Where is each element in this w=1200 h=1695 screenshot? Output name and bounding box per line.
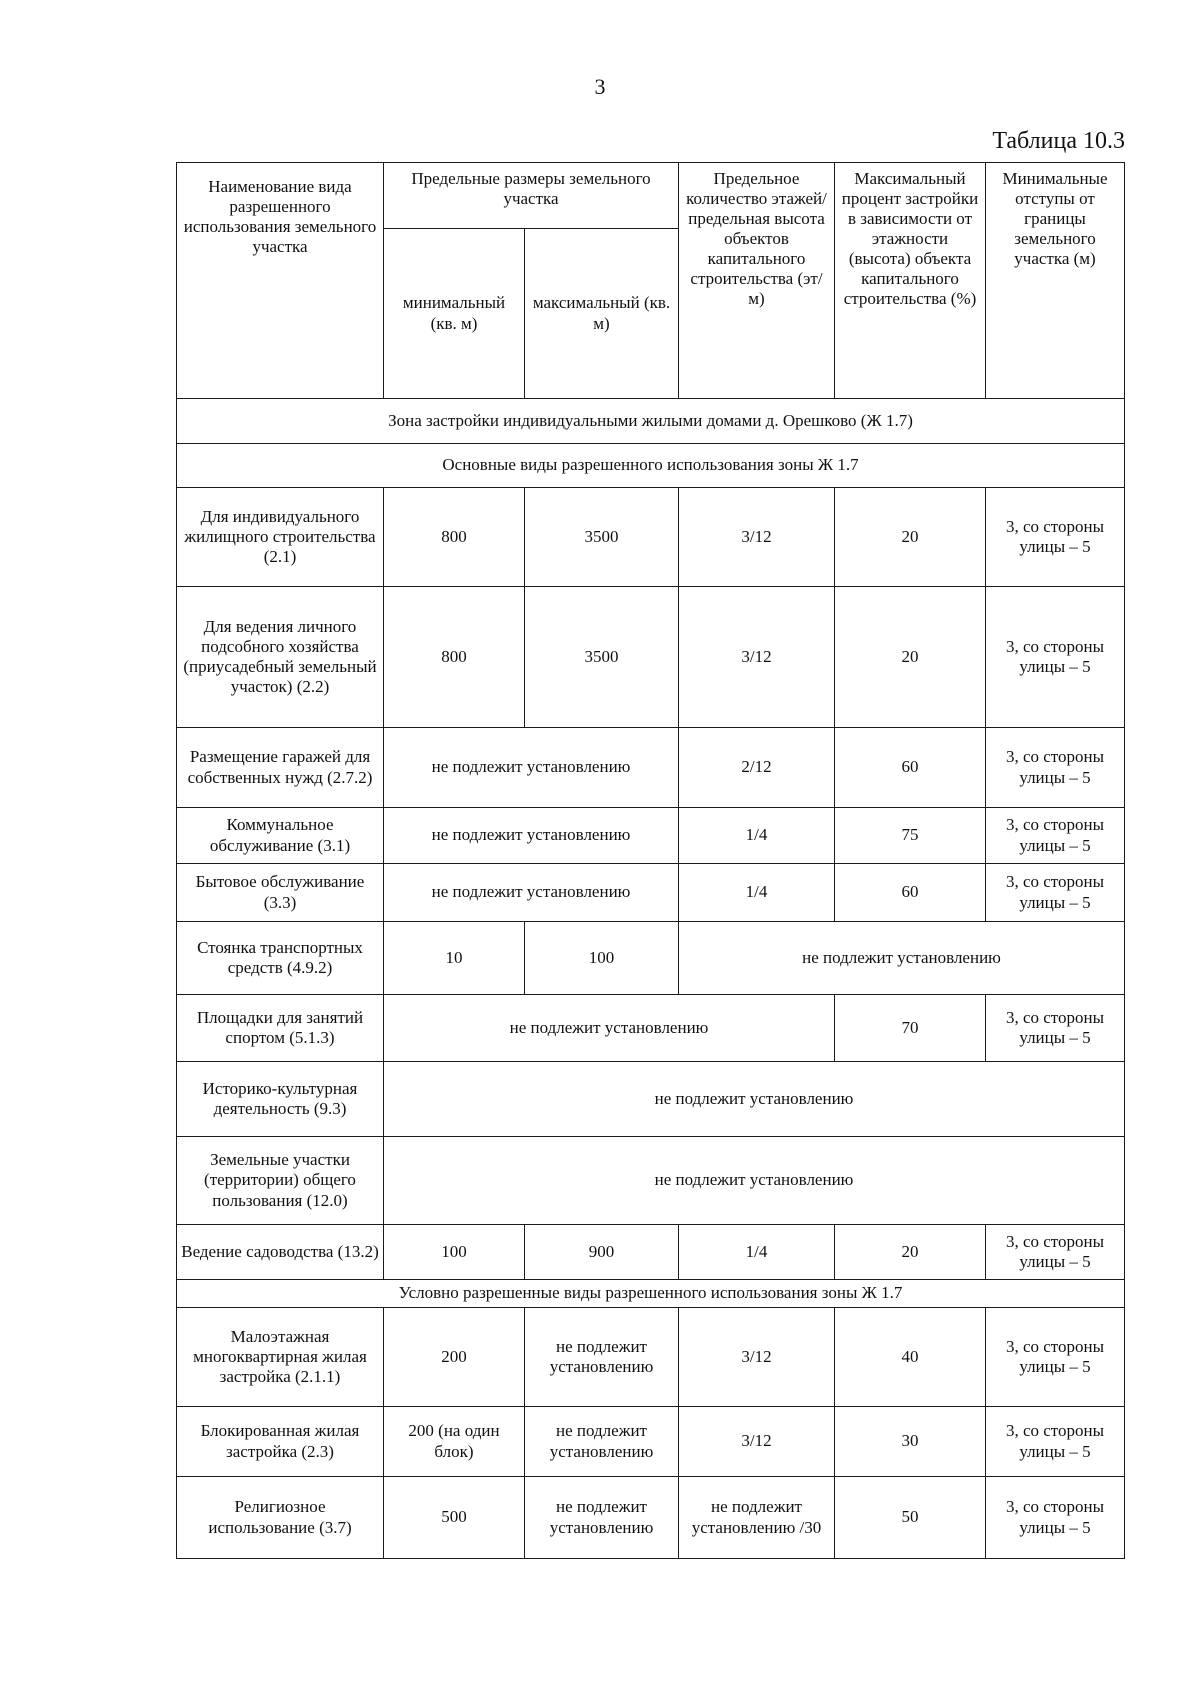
- row-setback: 3, со стороны улицы – 5: [986, 808, 1125, 864]
- table-row: [177, 1407, 1125, 1477]
- row-min: 100: [384, 1225, 525, 1280]
- row-name: Бытовое обслуживание (3.3): [177, 864, 384, 922]
- section-main: Основные виды разрешенного использования зоны Ж 1.7: [177, 444, 1125, 488]
- row-name: Религиозное использование (3.7): [177, 1477, 384, 1559]
- row-name: Блокированная жилая застройка (2.3): [177, 1407, 384, 1477]
- row-name: Малоэтажная многоквартирная жилая застройка (2.1.1): [177, 1308, 384, 1407]
- table-row: [177, 587, 1125, 728]
- header-plot-sizes: Предельные размеры земельного участка: [384, 163, 679, 229]
- row-max: не подлежит установлению: [525, 1407, 679, 1477]
- row-coverage: 20: [835, 488, 986, 587]
- row-name: Ведение садоводства (13.2): [177, 1225, 384, 1280]
- row-name: Для ведения личного подсобного хозяйства (приусадебный земельный участок) (2.2): [177, 587, 384, 728]
- row-name: Историко-культурная деятельность (9.3): [177, 1062, 384, 1137]
- table-row: [177, 1062, 1125, 1137]
- row-max: 3500: [525, 488, 679, 587]
- row-coverage: 60: [835, 728, 986, 808]
- row-max: 900: [525, 1225, 679, 1280]
- row-max: не подлежит установлению: [525, 1477, 679, 1559]
- row-name: Размещение гаражей для собственных нужд (2.7.2): [177, 728, 384, 808]
- table-row: [177, 1137, 1125, 1225]
- header-setbacks: Минимальные отступы от границы земельного участка (м): [986, 163, 1125, 399]
- row-setback: 3, со стороны улицы – 5: [986, 995, 1125, 1062]
- row-max: не подлежит установлению: [525, 1308, 679, 1407]
- table-row: [177, 1308, 1125, 1407]
- row-floors: 1/4: [679, 864, 835, 922]
- row-floors: 3/12: [679, 1308, 835, 1407]
- row-rest: не подлежит установлению: [679, 922, 1125, 995]
- table-row: [177, 1225, 1125, 1280]
- page-number: 3: [594, 74, 606, 99]
- row-name: Земельные участки (территории) общего пользования (12.0): [177, 1137, 384, 1225]
- row-name: Площадки для занятий спортом (5.1.3): [177, 995, 384, 1062]
- row-name: Стоянка транспортных средств (4.9.2): [177, 922, 384, 995]
- row-setback: 3, со стороны улицы – 5: [986, 587, 1125, 728]
- row-floors: 3/12: [679, 488, 835, 587]
- table-row: [177, 922, 1125, 995]
- table-row: [177, 808, 1125, 864]
- row-setback: 3, со стороны улицы – 5: [986, 1477, 1125, 1559]
- row-sizes: не подлежит установлению: [384, 864, 679, 922]
- row-floors: 1/4: [679, 1225, 835, 1280]
- row-floors: не подлежит установлению /30: [679, 1477, 835, 1559]
- row-coverage: 40: [835, 1308, 986, 1407]
- row-min: 800: [384, 587, 525, 728]
- row-sizes: не подлежит установлению: [384, 728, 679, 808]
- row-max: 3500: [525, 587, 679, 728]
- row-setback: 3, со стороны улицы – 5: [986, 864, 1125, 922]
- row-max: 100: [525, 922, 679, 995]
- row-floors: 3/12: [679, 587, 835, 728]
- row-floors: 2/12: [679, 728, 835, 808]
- header-floors: Предельное количество этажей/ предельная высота объектов капитального строительства (эт/м): [679, 163, 835, 399]
- row-setback: 3, со стороны улицы – 5: [986, 1308, 1125, 1407]
- table-row: [177, 488, 1125, 587]
- header-min: минимальный (кв. м): [384, 229, 525, 399]
- row-all: не подлежит установлению: [384, 1137, 1125, 1225]
- row-coverage: 20: [835, 587, 986, 728]
- row-setback: 3, со стороны улицы – 5: [986, 488, 1125, 587]
- section-conditional: Условно разрешенные виды разрешенного использования зоны Ж 1.7: [177, 1280, 1125, 1308]
- table-caption: Таблица 10.3: [992, 128, 1125, 154]
- table-row: [177, 728, 1125, 808]
- row-all: не подлежит установлению: [384, 1062, 1125, 1137]
- row-coverage: 75: [835, 808, 986, 864]
- row-floors: 1/4: [679, 808, 835, 864]
- table-row: [177, 1477, 1125, 1559]
- row-span: не подлежит установлению: [384, 995, 835, 1062]
- row-setback: 3, со стороны улицы – 5: [986, 728, 1125, 808]
- table-row: [177, 864, 1125, 922]
- zoning-regulations-table: [176, 162, 1125, 1559]
- zone-title: Зона застройки индивидуальными жилыми домами д. Орешково (Ж 1.7): [177, 399, 1125, 444]
- header-name: Наименование вида разрешенного использования земельного участка: [177, 163, 384, 399]
- row-min: 500: [384, 1477, 525, 1559]
- header-coverage: Максимальный процент застройки в зависимости от этажности (высота) объекта капитального строительства (%): [835, 163, 986, 399]
- row-coverage: 20: [835, 1225, 986, 1280]
- table-row: [177, 995, 1125, 1062]
- row-setback: 3, со стороны улицы – 5: [986, 1225, 1125, 1280]
- header-max: максимальный (кв. м): [525, 229, 679, 399]
- row-sizes: не подлежит установлению: [384, 808, 679, 864]
- row-name: Коммунальное обслуживание (3.1): [177, 808, 384, 864]
- row-coverage: 30: [835, 1407, 986, 1477]
- row-min: 200 (на один блок): [384, 1407, 525, 1477]
- row-name: Для индивидуального жилищного строительства (2.1): [177, 488, 384, 587]
- row-coverage: 50: [835, 1477, 986, 1559]
- row-setback: 3, со стороны улицы – 5: [986, 1407, 1125, 1477]
- row-coverage: 70: [835, 995, 986, 1062]
- row-min: 10: [384, 922, 525, 995]
- row-min: 800: [384, 488, 525, 587]
- row-min: 200: [384, 1308, 525, 1407]
- row-coverage: 60: [835, 864, 986, 922]
- row-floors: 3/12: [679, 1407, 835, 1477]
